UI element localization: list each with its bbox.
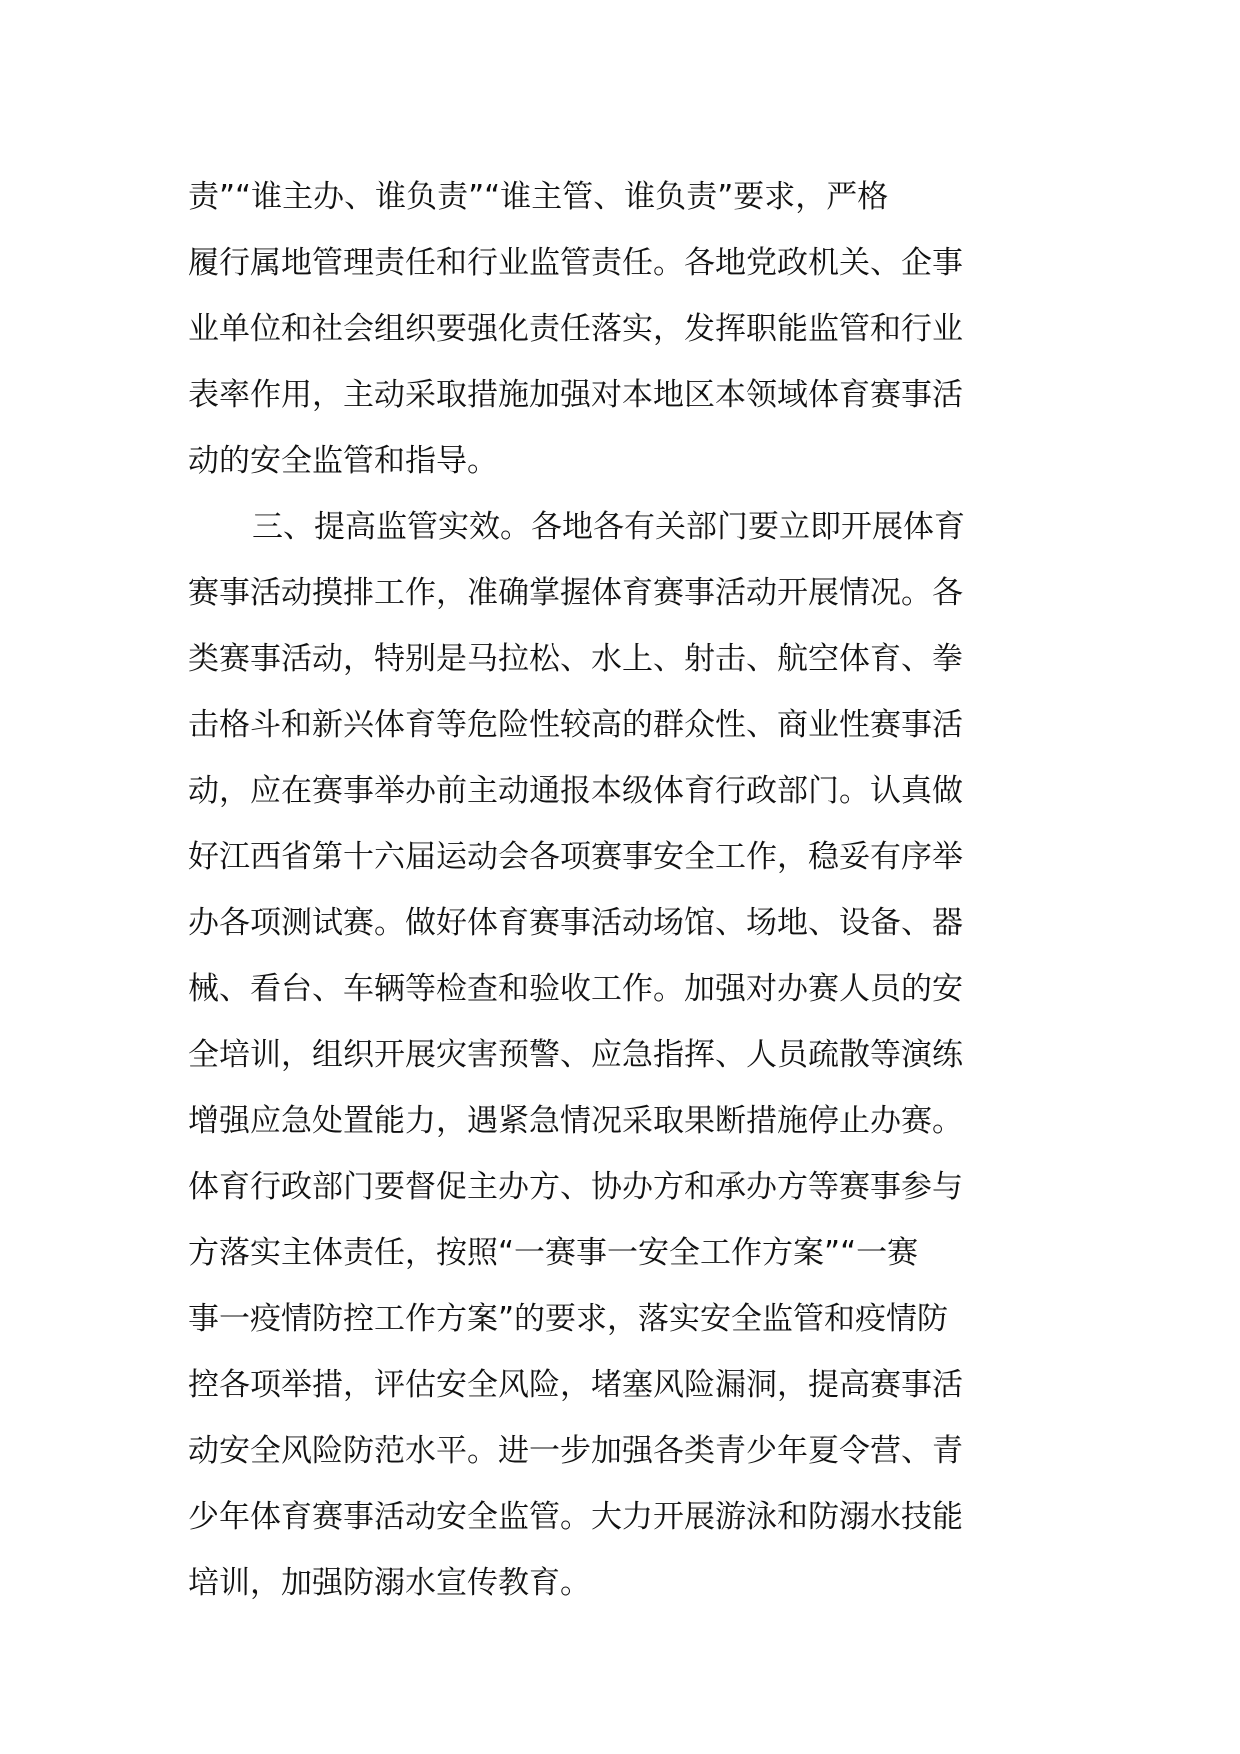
text-line: 好江西省第十六届运动会各项赛事安全工作，稳妥有序举	[188, 839, 963, 875]
document-body	[188, 164, 1050, 1616]
text-line: 体育行政部门要督促主办方、协办方和承办方等赛事参与	[188, 1169, 963, 1205]
paragraph-1	[188, 164, 1050, 494]
text-line: 增强应急处置能力，遇紧急情况采取果断措施停止办赛。	[188, 1103, 963, 1139]
text-line: 办各项测试赛。做好体育赛事活动场馆、场地、设备、器	[188, 905, 963, 941]
text-line: 责”“谁主办、谁负责”“谁主管、谁负责”要求，严格	[188, 179, 889, 215]
text-line: 动安全风险防范水平。进一步加强各类青少年夏令营、青	[188, 1433, 963, 1469]
text-line: 培训，加强防溺水宣传教育。	[188, 1565, 591, 1601]
text-line: 赛事活动摸排工作，准确掌握体育赛事活动开展情况。各	[188, 575, 963, 611]
text-line: 方落实主体责任，按照“一赛事一安全工作方案”“一赛	[188, 1235, 919, 1271]
text-line: 类赛事活动，特别是马拉松、水上、射击、航空体育、拳	[188, 641, 963, 677]
text-line: 控各项举措，评估安全风险，堵塞风险漏洞，提高赛事活	[188, 1367, 963, 1403]
text-line: 三、提高监管实效。各地各有关部门要立即开展体育	[252, 509, 965, 545]
paragraph-2	[188, 494, 1050, 1616]
text-line: 械、看台、车辆等检查和验收工作。加强对办赛人员的安	[188, 971, 963, 1007]
text-line: 业单位和社会组织要强化责任落实，发挥职能监管和行业	[188, 311, 963, 347]
text-line: 事一疫情防控工作方案”的要求，落实安全监管和疫情防	[188, 1301, 949, 1337]
text-line: 表率作用，主动采取措施加强对本地区本领域体育赛事活	[188, 377, 963, 413]
text-line: 少年体育赛事活动安全监管。大力开展游泳和防溺水技能	[188, 1499, 963, 1535]
text-line: 全培训，组织开展灾害预警、应急指挥、人员疏散等演练	[188, 1037, 963, 1073]
text-line: 动的安全监管和指导。	[188, 443, 498, 479]
text-line: 履行属地管理责任和行业监管责任。各地党政机关、企事	[188, 245, 963, 281]
text-line: 击格斗和新兴体育等危险性较高的群众性、商业性赛事活	[188, 707, 963, 743]
text-line: 动，应在赛事举办前主动通报本级体育行政部门。认真做	[188, 773, 963, 809]
